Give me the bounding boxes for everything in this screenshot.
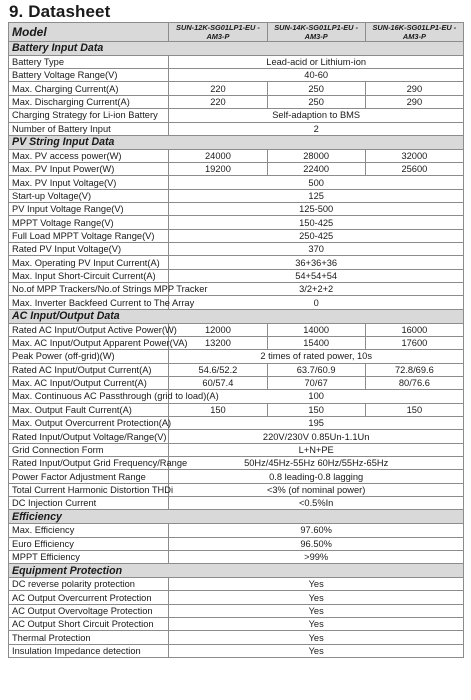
table-row (9, 55, 464, 68)
row-value-merged: 125 (169, 189, 464, 202)
section-title: Efficiency (9, 510, 464, 524)
row-label: Start-up Voltage(V) (9, 189, 169, 202)
row-label: Grid Connection Form (9, 443, 169, 456)
row-value-merged: Yes (169, 631, 464, 644)
datasheet-table (8, 22, 464, 658)
table-row (9, 269, 464, 282)
row-value: 70/67 (267, 376, 365, 389)
table-row (9, 618, 464, 631)
table-row (9, 644, 464, 657)
row-label: Rated AC Input/Output Active Power(W) (9, 323, 169, 336)
section-title: Equipment Protection (9, 564, 464, 578)
row-value-merged: Self-adaption to BMS (169, 109, 464, 122)
row-value: 25600 (365, 163, 463, 176)
row-label: Max. Charging Current(A) (9, 82, 169, 95)
row-label: Charging Strategy for Li-ion Battery (9, 109, 169, 122)
row-value: 28000 (267, 149, 365, 162)
table-row (9, 122, 464, 135)
row-label: DC Injection Current (9, 497, 169, 510)
row-label: Rated Input/Output Grid Frequency/Range (9, 457, 169, 470)
table-row (9, 350, 464, 363)
row-label: Max. PV access power(W) (9, 149, 169, 162)
row-value: 14000 (267, 323, 365, 336)
row-label: DC reverse polarity protection (9, 578, 169, 591)
row-label: Power Factor Adjustment Range (9, 470, 169, 483)
row-label: Max. Operating PV Input Current(A) (9, 256, 169, 269)
row-value-merged: 3/2+2+2 (169, 283, 464, 296)
table-row (9, 376, 464, 389)
row-value-merged: 96.50% (169, 537, 464, 550)
table-row (9, 363, 464, 376)
row-label: Max. Input Short-Circuit Current(A) (9, 269, 169, 282)
row-value-merged: Yes (169, 644, 464, 657)
row-value: 220 (169, 95, 267, 108)
row-value-merged: 125-500 (169, 203, 464, 216)
row-value: 80/76.6 (365, 376, 463, 389)
table-row (9, 443, 464, 456)
section-header (9, 309, 464, 323)
table-row (9, 203, 464, 216)
row-value-merged: <3% (of nominal power) (169, 483, 464, 496)
table-row (9, 537, 464, 550)
row-value: 150 (169, 403, 267, 416)
row-label: Battery Voltage Range(V) (9, 69, 169, 82)
section-header (9, 564, 464, 578)
row-label: Max. AC Input/Output Current(A) (9, 376, 169, 389)
row-value-merged: Yes (169, 578, 464, 591)
row-value: 12000 (169, 323, 267, 336)
row-label: Max. PV Input Voltage(V) (9, 176, 169, 189)
row-value: 63.7/60.9 (267, 363, 365, 376)
table-row (9, 497, 464, 510)
table-row (9, 69, 464, 82)
row-label: PV Input Voltage Range(V) (9, 203, 169, 216)
row-value: 290 (365, 82, 463, 95)
table-row (9, 483, 464, 496)
section-title: AC Input/Output Data (9, 309, 464, 323)
row-label: Max. Output Overcurrent Protection(A) (9, 416, 169, 429)
row-label: Max. Discharging Current(A) (9, 95, 169, 108)
table-row (9, 578, 464, 591)
table-row (9, 457, 464, 470)
table-row (9, 216, 464, 229)
page-title: 9. Datasheet (9, 2, 111, 21)
row-value: 60/57.4 (169, 376, 267, 389)
model-name: SUN-12K-SG01LP1-EU -AM3-P (169, 23, 267, 42)
row-value-merged: 2 (169, 122, 464, 135)
table-row (9, 604, 464, 617)
table-row (9, 189, 464, 202)
row-value: 32000 (365, 149, 463, 162)
row-label: Rated Input/Output Voltage/Range(V) (9, 430, 169, 443)
row-label: Insulation Impedance detection (9, 644, 169, 657)
row-value-merged: Yes (169, 618, 464, 631)
row-label: Peak Power (off-grid)(W) (9, 350, 169, 363)
row-label: Max. PV Input Power(W) (9, 163, 169, 176)
table-row (9, 524, 464, 537)
table-row (9, 323, 464, 336)
row-value-merged: Lead-acid or Lithium-ion (169, 55, 464, 68)
row-label: Max. Continuous AC Passthrough (grid to load)(A) (9, 390, 169, 403)
table-row (9, 591, 464, 604)
row-value-merged: 220V/230V 0.85Un-1.1Un (169, 430, 464, 443)
row-label: Max. AC Input/Output Apparent Power(VA) (9, 336, 169, 349)
row-value: 150 (365, 403, 463, 416)
table-row (9, 82, 464, 95)
row-value-merged: 150-425 (169, 216, 464, 229)
table-row (9, 416, 464, 429)
table-row (9, 283, 464, 296)
row-value: 150 (267, 403, 365, 416)
table-row (9, 390, 464, 403)
row-label: Number of Battery Input (9, 122, 169, 135)
row-label: Thermal Protection (9, 631, 169, 644)
row-value: 250 (267, 82, 365, 95)
header-row (9, 23, 464, 42)
section-header (9, 135, 464, 149)
row-value-merged: 250-425 (169, 229, 464, 242)
row-value-merged: 36+36+36 (169, 256, 464, 269)
table-row (9, 430, 464, 443)
row-label: Max. Output Fault Current(A) (9, 403, 169, 416)
row-label: No.of MPP Trackers/No.of Strings MPP Tracker (9, 283, 169, 296)
row-value-merged: 195 (169, 416, 464, 429)
table-row (9, 229, 464, 242)
section-title: PV String Input Data (9, 135, 464, 149)
row-label: AC Output Short Circuit Protection (9, 618, 169, 631)
row-label: MPPT Voltage Range(V) (9, 216, 169, 229)
row-label: Euro Efficiency (9, 537, 169, 550)
row-value-merged: 50Hz/45Hz-55Hz 60Hz/55Hz-65Hz (169, 457, 464, 470)
table-row (9, 470, 464, 483)
row-value: 72.8/69.6 (365, 363, 463, 376)
table-row (9, 243, 464, 256)
table-row (9, 176, 464, 189)
row-value: 15400 (267, 336, 365, 349)
row-value: 290 (365, 95, 463, 108)
table-row (9, 256, 464, 269)
table-row (9, 550, 464, 563)
row-value: 22400 (267, 163, 365, 176)
section-header (9, 42, 464, 56)
row-value-merged: 100 (169, 390, 464, 403)
row-value: 19200 (169, 163, 267, 176)
row-label: Max. Inverter Backfeed Current to The Array (9, 296, 169, 309)
row-value-merged: 500 (169, 176, 464, 189)
row-label: AC Output Overcurrent Protection (9, 591, 169, 604)
table-row (9, 95, 464, 108)
row-value-merged: Yes (169, 591, 464, 604)
row-label: AC Output Overvoltage Protection (9, 604, 169, 617)
row-value-merged: L+N+PE (169, 443, 464, 456)
table-row (9, 296, 464, 309)
row-value-merged: 0 (169, 296, 464, 309)
row-label: Full Load MPPT Voltage Range(V) (9, 229, 169, 242)
section-header (9, 510, 464, 524)
table-row (9, 163, 464, 176)
section-title: Battery Input Data (9, 42, 464, 56)
model-name: SUN-16K-SG01LP1-EU -AM3-P (365, 23, 463, 42)
row-value: 13200 (169, 336, 267, 349)
row-value-merged: <0.5%In (169, 497, 464, 510)
row-value-merged: >99% (169, 550, 464, 563)
row-label: Total Current Harmonic Distortion THDi (9, 483, 169, 496)
row-value-merged: 370 (169, 243, 464, 256)
table-row (9, 403, 464, 416)
table-row (9, 336, 464, 349)
row-label: Battery Type (9, 55, 169, 68)
row-value: 220 (169, 82, 267, 95)
row-value: 17600 (365, 336, 463, 349)
model-header: Model (9, 23, 169, 42)
row-value-merged: 97.60% (169, 524, 464, 537)
row-value-merged: 40-60 (169, 69, 464, 82)
table-row (9, 149, 464, 162)
row-value: 54.6/52.2 (169, 363, 267, 376)
row-value: 16000 (365, 323, 463, 336)
row-value-merged: 2 times of rated power, 10s (169, 350, 464, 363)
row-label: Rated PV Input Voltage(V) (9, 243, 169, 256)
row-label: MPPT Efficiency (9, 550, 169, 563)
row-label: Rated AC Input/Output Current(A) (9, 363, 169, 376)
model-name: SUN-14K-SG01LP1-EU -AM3-P (267, 23, 365, 42)
row-value: 250 (267, 95, 365, 108)
table-row (9, 631, 464, 644)
table-row (9, 109, 464, 122)
row-value-merged: Yes (169, 604, 464, 617)
row-value-merged: 54+54+54 (169, 269, 464, 282)
row-label: Max. Efficiency (9, 524, 169, 537)
row-value: 24000 (169, 149, 267, 162)
row-value-merged: 0.8 leading-0.8 lagging (169, 470, 464, 483)
